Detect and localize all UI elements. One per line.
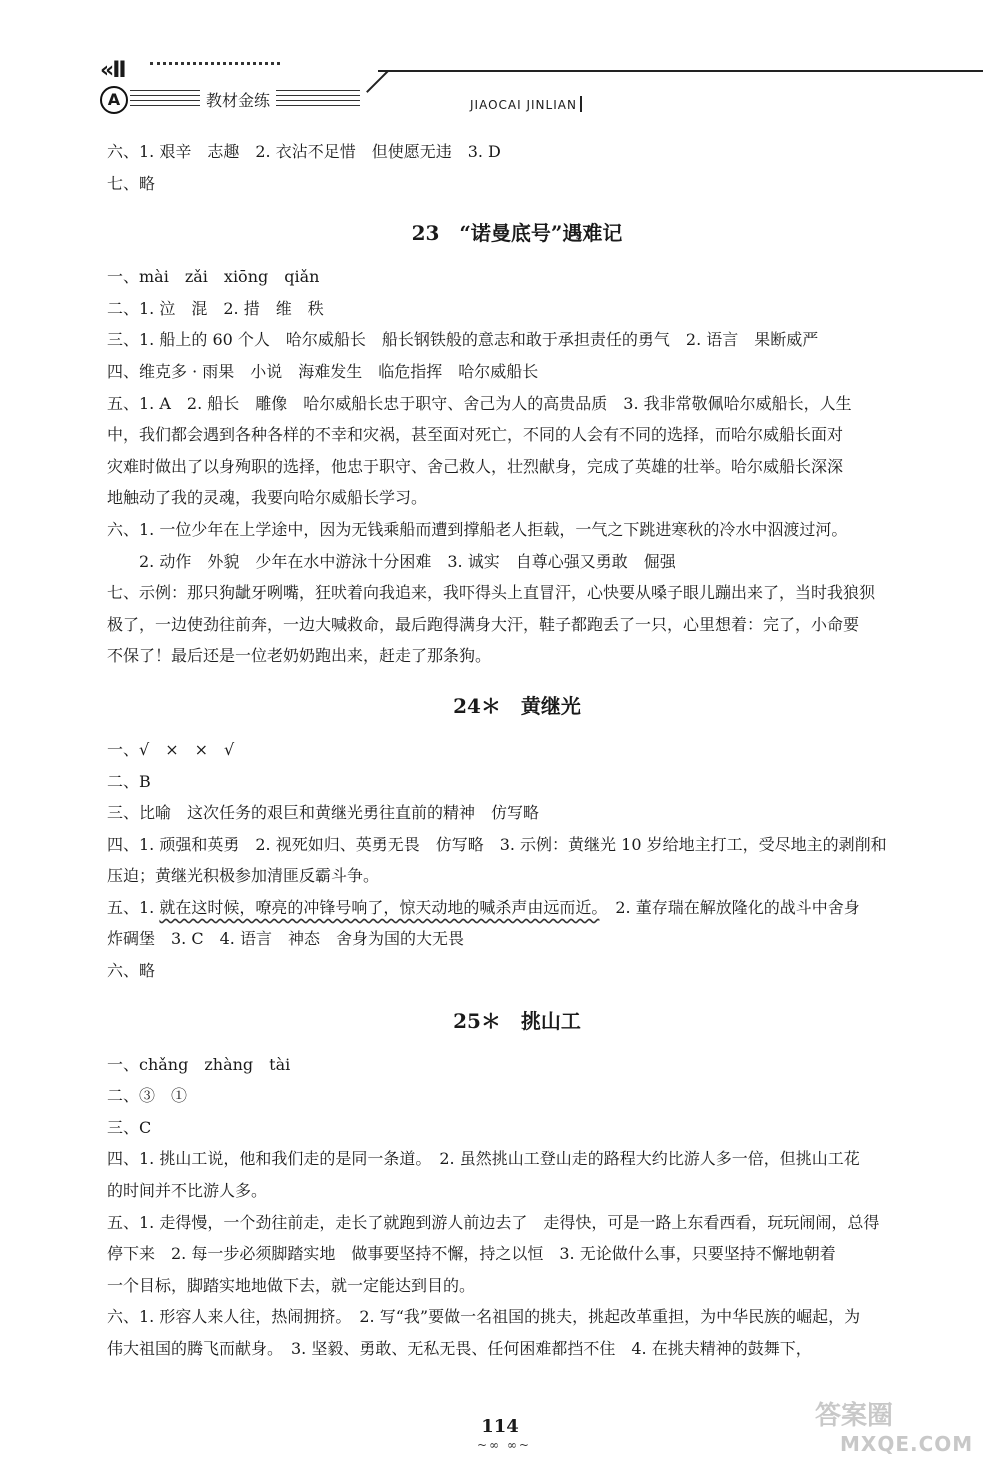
answer-line: 四、1. 顽强和英勇 2. 视死如归、英勇无畏 仿写略 3. 示例：黄继光 10 岁给地主打工，受尽地主的剥削和 [107, 834, 887, 854]
answer-line-wavy [107, 892, 927, 924]
header-dotted-rule [150, 62, 280, 65]
answer-line: 三、1. 船上的 60 个人 哈尔威船长 船长钢铁般的意志和敢于承担责任的勇气 2. 语言 果断威严 [107, 330, 819, 350]
answer-line: 二、B [107, 771, 151, 791]
answer-line: 二、③ ① [107, 1086, 188, 1106]
answer-line: 六、略 [107, 961, 156, 981]
answer-line: 四、1. 挑山工说，他和我们走的是同一条道。 2. 虽然挑山工登山走的路程大约比游人多一倍，但挑山工花 [107, 1149, 860, 1169]
page-number: 114 [481, 1416, 519, 1437]
answer-line: 一、√ × × √ [107, 739, 235, 759]
answer-line: 六、1. 一位少年在上学途中，因为无钱乘船而遭到撑船老人拒载，一气之下跳进寒秋的冷水中泅渡过河。 [107, 519, 848, 539]
chevron-logo-icon: «II [100, 58, 125, 83]
line-prefix: 五、1. [107, 897, 160, 917]
header-bar [580, 96, 582, 112]
answer-line: 灾难时做出了以身殉职的选择，他忠于职守、舍己救人，壮烈献身，完成了英雄的壮举。哈尔威船长深深 [107, 456, 844, 476]
watermark-logo: 答案圈 [815, 1401, 894, 1431]
answer-content [107, 136, 927, 1365]
section-title-25: 25＊ 挑山工 [453, 1008, 581, 1033]
line-suffix: 2. 董存瑞在解放隆化的战斗中舍身 [599, 897, 860, 917]
logo-circle-icon: A [100, 86, 128, 114]
answer-line: 五、1. 走得慢，一个劲往前走，走长了就跑到游人前边去了 走得快，可是一路上东看西看，玩玩闹闹，总得 [107, 1212, 880, 1232]
answer-line: 六、1. 艰辛 志趣 2. 衣沾不足惜 但使愿无违 3. D [107, 142, 501, 161]
answer-line: 伟大祖国的腾飞而献身。 3. 坚毅、勇敢、无私无畏、任何困难都挡不住 4. 在挑夫精神的鼓舞下， [107, 1339, 812, 1358]
header-slant-rule [366, 70, 389, 93]
answer-line: 七、示例：那只狗龇牙咧嘴，狂吠着向我追来，我吓得头上直冒汗，心快要从嗓子眼儿蹦出来了，当时我狼狈 [107, 583, 876, 603]
answer-line: 六、1. 形容人来人往，热闹拥挤。 2. 写“我”要做一名祖国的挑夫，挑起改革重担，为中华民族的崛起，为 [107, 1307, 861, 1327]
brand-title: 教材金练 [200, 88, 276, 111]
answer-line: 炸碉堡 3. C 4. 语言 神态 舍身为国的大无畏 [107, 929, 464, 949]
answer-line: 一个目标，脚踏实地地做下去，就一定能达到目的。 [107, 1275, 476, 1295]
answer-line: 七、略 [107, 173, 156, 193]
answer-line: 不保了！最后还是一位老奶奶跑出来，赶走了那条狗。 [107, 646, 492, 666]
header-rule [378, 70, 983, 72]
answer-line: 极了，一边使劲往前奔，一边大喊救命，最后跑得满身大汗，鞋子都跑丢了一只，心里想着：完了，小命要 [107, 614, 860, 634]
page-header [0, 0, 1000, 130]
answer-line: 2. 动作 外貌 少年在水中游泳十分困难 3. 诚实 自尊心强又勇敢 倔强 [107, 551, 676, 571]
answer-line: 停下来 2. 每一步必须脚踏实地 做事要坚持不懈，持之以恒 3. 无论做什么事，只要坚持不懈地朝着 [107, 1244, 836, 1264]
answer-line: 五、1. A 2. 船长 雕像 哈尔威船长忠于职守、舍己为人的高贵品质 3. 我非常敬佩哈尔威船长，人生 [107, 393, 852, 413]
answer-line: 一、chǎng zhàng tài [107, 1054, 291, 1074]
section-title-23: 23 “诺曼底号”遇难记 [411, 221, 623, 246]
answer-line: 二、1. 泣 混 2. 措 维 秩 [107, 298, 324, 318]
watermark-url: MXQE.COM [840, 1432, 974, 1456]
page-ornament-icon: ~∞ ∞~ [477, 1438, 531, 1452]
answer-line: 一、mài zǎi xiōng qiǎn [107, 267, 320, 287]
section-title-24: 24＊ 黄继光 [453, 693, 581, 718]
wavy-underlined-sentence: 就在这时候，嘹亮的冲锋号响了，惊天动地的喊杀声由远而近。 [159, 897, 600, 917]
answer-line: 三、C [107, 1117, 152, 1137]
answer-line: 地触动了我的灵魂，我要向哈尔威船长学习。 [107, 488, 428, 508]
answer-line: 的时间并不比游人多。 [107, 1181, 268, 1201]
answer-line: 中，我们都会遇到各种各样的不幸和灾祸，甚至面对死亡，不同的人会有不同的选择，而哈尔威船长面对 [107, 425, 844, 445]
brand-title-en: JIAOCAI JINLIAN [470, 98, 577, 112]
answer-line: 四、维克多 · 雨果 小说 海难发生 临危指挥 哈尔威船长 [107, 361, 539, 381]
answer-line: 三、比喻 这次任务的艰巨和黄继光勇往直前的精神 仿写略 [107, 803, 540, 823]
answer-line: 压迫；黄继光积极参加清匪反霸斗争。 [107, 866, 380, 886]
